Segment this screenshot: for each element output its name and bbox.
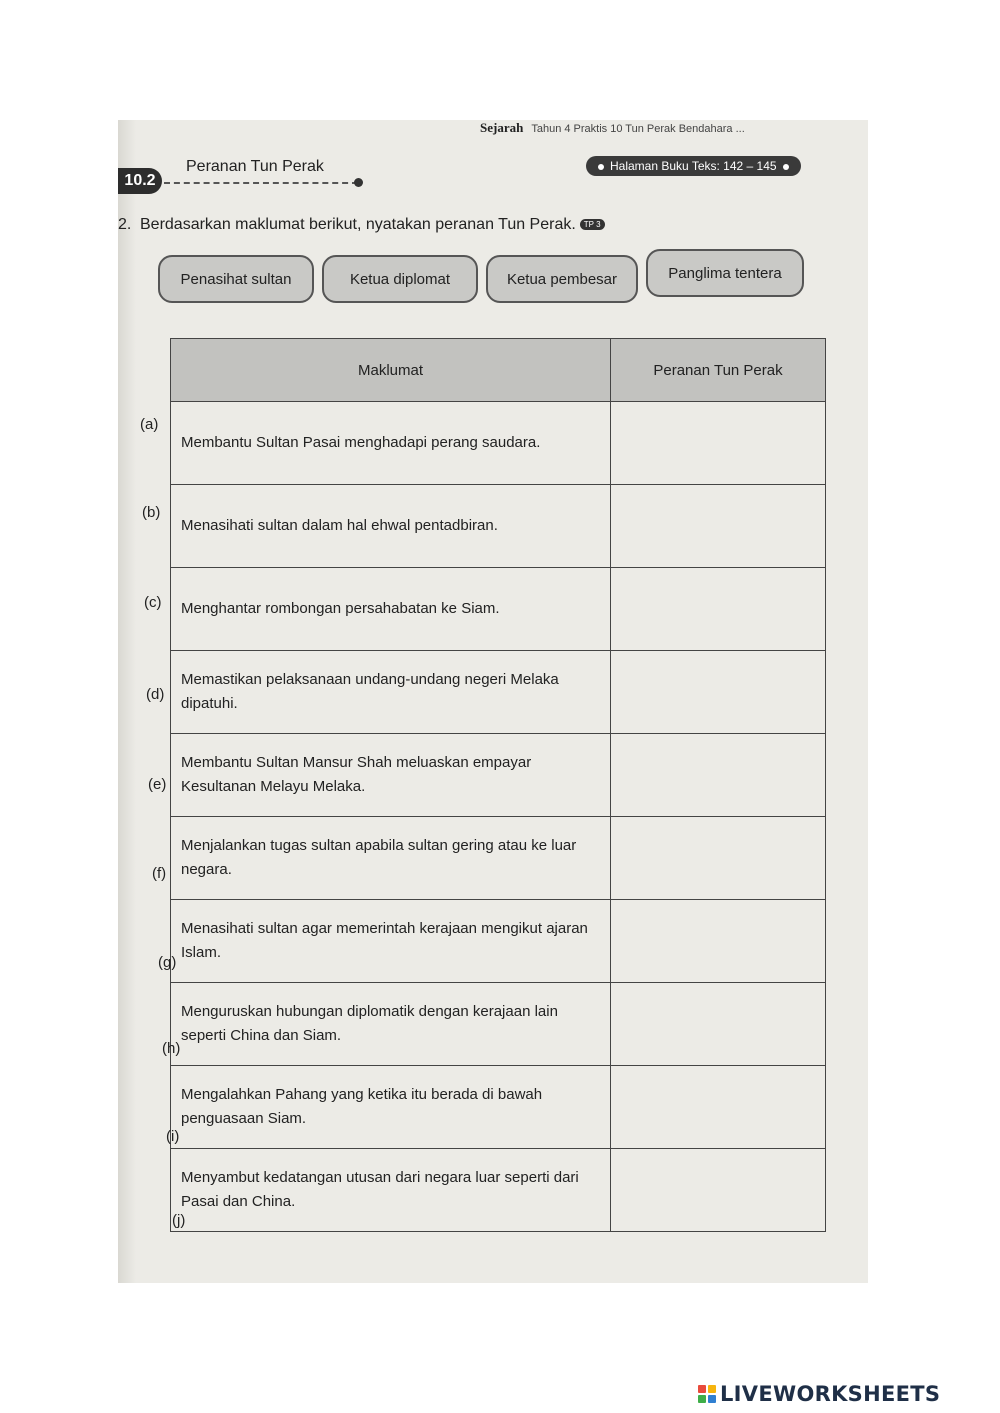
subject-label: Sejarah — [480, 120, 524, 135]
header-peranan: Peranan Tun Perak — [611, 339, 826, 402]
answer-cell[interactable] — [611, 485, 826, 568]
maklumat-cell: Mengalahkan Pahang yang ketika itu berada di bawah penguasaan Siam. — [171, 1066, 611, 1149]
table-row — [171, 1066, 826, 1149]
answer-options — [158, 255, 808, 309]
maklumat-cell: Memastikan pelaksanaan undang-undang negeri Melaka dipatuhi. — [171, 651, 611, 734]
row-letter: (d) — [146, 686, 165, 703]
answer-cell[interactable] — [611, 983, 826, 1066]
answer-cell[interactable] — [611, 1066, 826, 1149]
answer-cell[interactable] — [611, 734, 826, 817]
section-number-badge: 10.2 — [118, 168, 162, 194]
table-row — [171, 983, 826, 1066]
row-letter: (c) — [144, 594, 162, 611]
answer-cell[interactable] — [611, 817, 826, 900]
maklumat-cell: Menjalankan tugas sultan apabila sultan gering atau ke luar negara. — [171, 817, 611, 900]
row-letter: (b) — [142, 504, 161, 521]
maklumat-cell: Menasihati sultan dalam hal ehwal pentadbiran. — [171, 485, 611, 568]
answer-cell[interactable] — [611, 900, 826, 983]
table-row — [171, 651, 826, 734]
answer-cell[interactable] — [611, 402, 826, 485]
row-letter: (j) — [172, 1212, 186, 1229]
liveworksheets-brand — [698, 1381, 940, 1407]
textbook-page-reference: Halaman Buku Teks: 142 – 145 — [586, 156, 801, 176]
question-prompt — [140, 216, 605, 234]
page-shadow — [118, 120, 136, 1283]
option-ketua-diplomat[interactable]: Ketua diplomat — [322, 255, 478, 303]
brand-name: LIVEWORKSHEETS — [720, 1382, 941, 1406]
option-penasihat-sultan[interactable]: Penasihat sultan — [158, 255, 314, 303]
table-row — [171, 568, 826, 651]
running-head-text: Tahun 4 Praktis 10 Tun Perak Bendahara ... — [531, 123, 745, 135]
liveworksheets-logo-icon — [698, 1385, 716, 1403]
worksheet-photo — [118, 120, 868, 1283]
maklumat-cell: Menyambut kedatangan utusan dari negara luar seperti dari Pasai dan China. — [171, 1149, 611, 1232]
section-underline-dot — [354, 178, 363, 187]
option-panglima-tentera[interactable]: Panglima tentera — [646, 249, 804, 297]
running-head — [480, 120, 745, 136]
table-row — [171, 734, 826, 817]
row-letter: (f) — [152, 865, 167, 882]
table-row — [171, 817, 826, 900]
logo-square — [698, 1395, 706, 1403]
question-number: 2. — [118, 216, 132, 233]
row-letter: (e) — [148, 776, 167, 793]
row-letter: (a) — [140, 416, 159, 433]
header-maklumat: Maklumat — [171, 339, 611, 402]
row-letter: (i) — [166, 1128, 180, 1145]
logo-square — [698, 1385, 706, 1393]
maklumat-cell: Membantu Sultan Pasai menghadapi perang saudara. — [171, 402, 611, 485]
question-text: Berdasarkan maklumat berikut, nyatakan peranan Tun Perak. — [140, 216, 576, 233]
section-underline — [164, 182, 358, 184]
maklumat-cell: Menasihati sultan agar memerintah kerajaan mengikut ajaran Islam. — [171, 900, 611, 983]
answer-cell[interactable] — [611, 568, 826, 651]
table-row — [171, 900, 826, 983]
row-letter: (g) — [158, 954, 177, 971]
table-row — [171, 402, 826, 485]
row-letter: (h) — [162, 1040, 181, 1057]
roles-table — [170, 338, 826, 1232]
section-title: Peranan Tun Perak — [186, 158, 324, 175]
answer-cell[interactable] — [611, 1149, 826, 1232]
logo-square — [708, 1385, 716, 1393]
answer-cell[interactable] — [611, 651, 826, 734]
table-row — [171, 485, 826, 568]
maklumat-cell: Membantu Sultan Mansur Shah meluaskan empayar Kesultanan Melayu Melaka. — [171, 734, 611, 817]
table-row — [171, 1149, 826, 1232]
logo-square — [708, 1395, 716, 1403]
tp-level-badge: TP 3 — [580, 219, 605, 230]
maklumat-cell: Menguruskan hubungan diplomatik dengan kerajaan lain seperti China dan Siam. — [171, 983, 611, 1066]
maklumat-cell: Menghantar rombongan persahabatan ke Siam. — [171, 568, 611, 651]
option-ketua-pembesar[interactable]: Ketua pembesar — [486, 255, 638, 303]
